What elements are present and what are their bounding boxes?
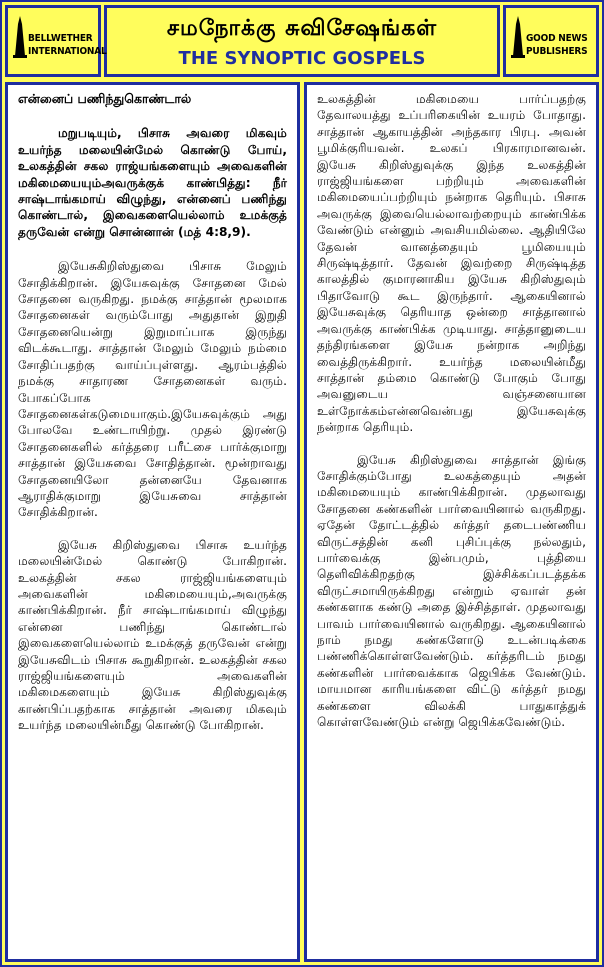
header	[2, 2, 602, 80]
logo-line: BELLWETHER	[28, 33, 93, 44]
page-title-tamil: சமநோக்கு சுவிசேஷங்கள்	[166, 16, 438, 41]
paragraph: உலகத்தின் மகிமையை பார்ப்பதற்கு தேவாலயத்து உப்பரிகையின் உயரம் போதாது. சாத்தான் ஆகாயத்தின் அந்தகார பிரபு. அவன் பூமிக்குரியவன். உலகப் பிரகாரமானவன். இயேசு கிறிஸ்துவுக்கு இந்த உலகத்தின் ராஜ்ஜியங்களை பற்றியும் அவைகளின் மகிமையைப்பற்றியும் நன்றாக தெரியும். பிசாசு அவருக்கு இவையெல்லாவற்றையும் காண்பிக்க வேண்டும் என்னும் அவசியமில்லை. ஆதியிலே தேவன் வானத்தையும் பூமியையும் சிருஷ்டித்தார். தேவன் இவற்றை சிருஷ்டித்த காலத்தில் குமாரனாகிய இயேசு கிறிஸ்துவும் பிதாவோடு கூட இருந்தார். ஆகையினால் இயேசுவுக்கு தெரியாத ஒன்றை சாத்தானால் அவருக்கு காண்பிக்க முடியாது. சாத்தானுடைய தந்திரங்களை இயேசு நன்றாக அறிந்து வைத்திருக்கிறார். உயர்ந்த மலையின்மீது சாத்தான் தம்மை கொண்டு போகும் போது அவனுடைய வஞ்சனையான உள்நோக்கம்என்னவென்பது இயேசுவுக்கு நன்றாக தெரியும்.	[317, 92, 586, 435]
title-box	[104, 5, 500, 77]
logo-line: GOOD NEWS	[526, 33, 588, 44]
page-title-english: THE SYNOPTIC GOSPELS	[178, 48, 426, 69]
good-news-logo-text	[526, 32, 588, 58]
paragraph: இயேசுகிறிஸ்துவை பிசாசு மேலும் சோதிக்கிறான். இயேசுவுக்கு சோதனை மேல் சோதனை வருகிறது. நமக்கு சாத்தான் மூலமாக சோதனைகள் வரும்போது அதுதான் இறுதி சோதனையென்று இறுமாப்பாக இருந்து விடக்கூடாது. சாத்தான் மேலும் மேலும் நம்மை சோதிப்பதற்கு வாய்ப்புள்ளது. ஆரம்பத்தில் நமக்கு சாதாரண சோதனைகள் வரும். போகப்போக சோதனைகள்கடுமையாகும்.இயேசுவுக்கும் அது போலவே உண்டாயிற்று. முதல் இரண்டு சோதனைகளில் கர்த்தரை பரீட்சை பார்க்குமாறு சாத்தான் இயேசுவை சோதித்தான். மூன்றாவது சோதனையிலோ தன்னையே தேவனாக ஆராதிக்குமாறு இயேசுவை சாத்தான் சோதிக்கிறான்.	[18, 259, 287, 520]
logo-line: PUBLISHERS	[526, 46, 588, 57]
left-column	[5, 82, 300, 962]
scripture-quote: மறுபடியும், பிசாசு அவரை மிகவும் உயர்ந்த மலையின்மேல் கொண்டு போய், உலகத்தின் சகல ராஜ்யங்களையும் அவைகளின் மகிமையையும்அவருக்குக் காண்பித்து: நீர் சாஷ்டாங்கமாய் விழுந்து, என்னைப் பணிந்து கொண்டால், இவைகளையெல்லாம் உமக்குத் தருவேன் என்று சொன்னான் (மத் 4:8,9).	[18, 126, 287, 239]
good-news-logo	[503, 5, 599, 77]
tower-icon	[511, 16, 525, 58]
bellwether-logo-text	[28, 32, 107, 58]
right-column	[304, 82, 599, 962]
tower-icon	[13, 16, 27, 58]
section-heading: என்னைப் பணிந்துகொண்டால்	[18, 91, 192, 106]
logo-line: INTERNATIONAL	[28, 46, 107, 57]
paragraph: இயேசு கிறிஸ்துவை சாத்தான் இங்கு சோதிக்கும்போது உலகத்தையும் அதன் மகிமையையும் காண்பிக்கிறான். முதலாவது சோதனை கண்களின் பார்வையினால் வருகிறது. ஏதேன் தோட்டத்தில் கர்த்தர் தடைபண்ணிய விருட்சத்தின் கனி புசிப்புக்கு நல்லதும், பார்வைக்கு இன்பமும், புத்தியை தெளிவிக்கிறதற்கு இச்சிக்கப்படத்தக்க விருட்சமாயிருக்கிறது என்றும் ஏவாள் தன் கண்களாக கண்டு அதை இச்சித்தாள். முதலாவது பாவம் பார்வையினால் வருகிறது. ஆகையினால் நாம் நமது கண்களோடு உடன்படிக்கை பண்ணிக்கொள்ளவேண்டும். கர்த்தரிடம் நமது கண்களின் பார்வைக்காக ஜெபிக்க வேண்டும். மாயமான காரியங்களை விட்டு கர்த்தர் நமது கண்களை விலக்கி பாதுகாத்துக் கொள்ளவேண்டும் என்று ஜெபிக்கவேண்டும்.	[317, 452, 586, 730]
bellwether-logo	[5, 5, 107, 77]
paragraph: இயேசு கிறிஸ்துவை பிசாசு உயர்ந்த மலையின்மேல் கொண்டு போகிறான். உலகத்தின் சகல ராஜ்ஜியங்களையும் அவைகளின் மகிமையையும்,அவருக்கு காண்பிக்கிறான். நீர் சாஷ்டாங்கமாய் விழுந்து என்னை பணிந்து கொண்டால் இவைகளையெல்லாம் உமக்குத் தருவேன் என்று இயேசுவிடம் பிசாசு கூறுகிறான். உலகத்தின் சகல ராஜ்ஜியங்களையும் அவைகளின் மகிமைகளையும் இயேசு கிறிஸ்துவுக்கு காண்பிப்பதற்காக சாத்தான் அவரை மிகவும் உயர்ந்த மலையின்மீது கொண்டு போகிறான்.	[18, 537, 287, 733]
